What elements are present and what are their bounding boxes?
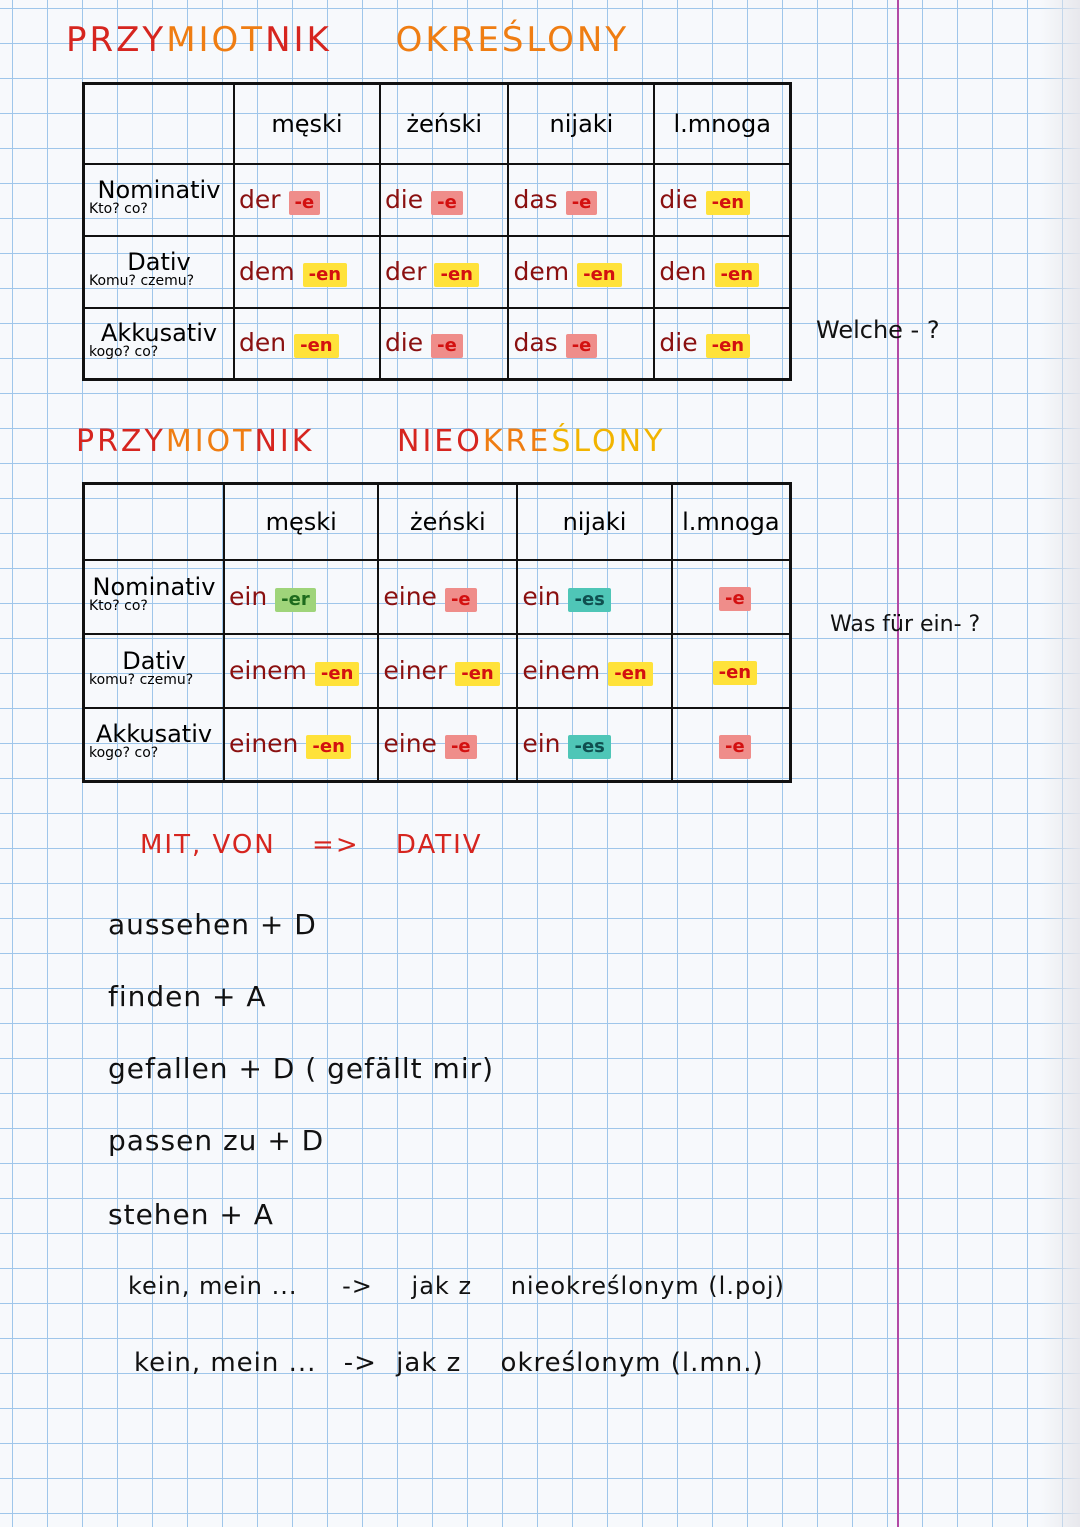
adjective-ending: -er <box>275 588 316 612</box>
adjective-ending: -e <box>566 191 598 215</box>
article: die <box>384 328 424 358</box>
article: das <box>513 328 558 358</box>
verb-line: aussehen + D <box>108 908 317 941</box>
declension-cell <box>234 164 380 236</box>
adjective-ending: -en <box>434 263 479 287</box>
corner-cell <box>84 484 225 560</box>
table-row <box>84 236 791 308</box>
page-edge <box>1040 0 1080 1527</box>
article: ein <box>229 581 268 611</box>
case-name: Nominativ <box>97 175 221 204</box>
declension-cell <box>517 708 671 782</box>
article: dem <box>239 256 295 286</box>
declension-cell <box>378 634 517 708</box>
note-line-2 <box>134 1348 764 1378</box>
declension-cell <box>517 634 671 708</box>
declension-cell <box>234 236 380 308</box>
article: ein <box>522 581 561 611</box>
adjective-ending: -es <box>568 588 610 612</box>
article: einem <box>522 655 601 685</box>
title-indefinite <box>76 424 665 459</box>
col-header-masc: męski <box>224 484 378 560</box>
dativ-rule <box>140 830 509 860</box>
title-word-2: OKREŚLONY <box>395 20 630 60</box>
article: die <box>659 184 698 214</box>
declension-cell <box>380 308 509 380</box>
note-line-1 <box>128 1272 785 1300</box>
verb-line: stehen + A <box>108 1198 274 1231</box>
case-cell <box>84 236 235 308</box>
col-header-neut: nijaki <box>517 484 671 560</box>
adjective-ending: -en <box>713 661 758 685</box>
title-word-2: NIEOKREŚLONY <box>397 424 666 459</box>
title-word-1: PRZYMIOTNIK <box>66 20 332 60</box>
note-right: nieokreślonym (l.poj) <box>510 1272 785 1300</box>
declension-cell <box>672 708 791 782</box>
article: eine <box>383 581 437 611</box>
adjective-ending: -en <box>706 334 751 358</box>
case-question: kogo? co? <box>89 344 159 361</box>
article: einem <box>229 655 307 685</box>
case-name: Nominativ <box>92 572 216 601</box>
declension-cell <box>654 164 790 236</box>
adjective-ending: -e <box>445 735 477 759</box>
margin-line <box>897 0 899 1527</box>
dativ-case: DATIV <box>395 830 483 860</box>
title-definite <box>66 20 629 60</box>
indefinite-adjective-table <box>82 482 792 783</box>
case-cell <box>84 708 225 782</box>
article: der <box>384 256 427 286</box>
col-header-plural: l.mnoga <box>654 84 790 164</box>
note-left: kein, mein ... <box>134 1348 317 1378</box>
adjective-ending: -en <box>303 263 348 287</box>
case-cell <box>84 634 225 708</box>
declension-cell <box>224 560 378 634</box>
case-cell <box>84 164 235 236</box>
declension-cell <box>234 308 380 380</box>
adjective-ending: -en <box>315 662 360 686</box>
table-row <box>84 708 791 782</box>
adjective-ending: -en <box>706 191 751 215</box>
adjective-ending: -e <box>289 191 321 215</box>
adjective-ending: -en <box>608 662 653 686</box>
declension-cell <box>380 164 509 236</box>
article: einen <box>229 729 299 759</box>
table-row <box>84 308 791 380</box>
declension-cell <box>508 236 654 308</box>
declension-cell <box>508 308 654 380</box>
article: die <box>384 184 424 214</box>
verb-line: gefallen + D ( gefällt mir) <box>108 1052 495 1085</box>
article: den <box>239 328 287 358</box>
declension-cell <box>654 236 790 308</box>
note-arrow: -> <box>342 1272 373 1300</box>
case-question: kogo? co? <box>89 745 159 762</box>
case-question: komu? czemu? <box>89 671 194 688</box>
table-row <box>84 560 791 634</box>
case-question: Kto? co? <box>89 597 148 614</box>
adjective-ending: -e <box>431 191 463 215</box>
case-name: Akkusativ <box>95 720 213 749</box>
adjective-ending: -e <box>445 588 477 612</box>
article: den <box>659 256 707 286</box>
table-row <box>84 634 791 708</box>
adjective-ending: -en <box>577 263 622 287</box>
col-header-plural: l.mnoga <box>672 484 791 560</box>
article: einer <box>383 655 448 685</box>
article: die <box>659 328 698 358</box>
col-header-fem: żeński <box>378 484 517 560</box>
article: eine <box>383 729 437 759</box>
article: das <box>513 184 558 214</box>
table-row <box>84 164 791 236</box>
note-arrow: -> <box>343 1348 377 1378</box>
dativ-arrow: => <box>312 830 360 860</box>
case-cell <box>84 308 235 380</box>
note-left: kein, mein ... <box>128 1272 298 1300</box>
declension-cell <box>224 634 378 708</box>
col-header-masc: męski <box>234 84 380 164</box>
article: der <box>239 184 281 214</box>
note-right: określonym (l.mn.) <box>500 1348 764 1378</box>
declension-cell <box>224 708 378 782</box>
case-name: Dativ <box>127 247 191 276</box>
side-question-indefinite: Was für ein- ? <box>830 612 981 637</box>
declension-cell <box>517 560 671 634</box>
definite-adjective-table <box>82 82 792 381</box>
verb-line: passen zu + D <box>108 1124 325 1157</box>
adjective-ending: -en <box>294 334 339 358</box>
adjective-ending: -en <box>715 263 760 287</box>
adjective-ending: -en <box>306 735 351 759</box>
case-name: Akkusativ <box>100 319 218 348</box>
declension-cell <box>654 308 790 380</box>
declension-cell <box>672 560 791 634</box>
corner-cell <box>84 84 235 164</box>
col-header-neut: nijaki <box>508 84 654 164</box>
declension-cell <box>380 236 509 308</box>
declension-cell <box>672 634 791 708</box>
title-word-1: PRZYMIOTNIK <box>76 424 315 459</box>
case-name: Dativ <box>122 646 186 675</box>
article: ein <box>522 729 561 759</box>
adjective-ending: -e <box>719 587 751 611</box>
declension-cell <box>508 164 654 236</box>
adjective-ending: -en <box>455 662 500 686</box>
declension-cell <box>378 708 517 782</box>
adjective-ending: -e <box>431 334 463 358</box>
case-question: Komu? czemu? <box>89 272 195 289</box>
declension-cell <box>378 560 517 634</box>
case-cell <box>84 560 225 634</box>
adjective-ending: -e <box>566 334 598 358</box>
case-question: Kto? co? <box>89 200 148 217</box>
dativ-prepositions: MIT, VON <box>140 830 276 860</box>
side-question-definite: Welche - ? <box>816 316 940 344</box>
adjective-ending: -es <box>568 735 610 759</box>
note-middle: jak z <box>411 1272 473 1300</box>
note-middle: jak z <box>396 1348 462 1378</box>
col-header-fem: żeński <box>380 84 509 164</box>
verb-line: finden + A <box>108 980 267 1013</box>
adjective-ending: -e <box>719 735 751 759</box>
article: dem <box>513 256 570 286</box>
